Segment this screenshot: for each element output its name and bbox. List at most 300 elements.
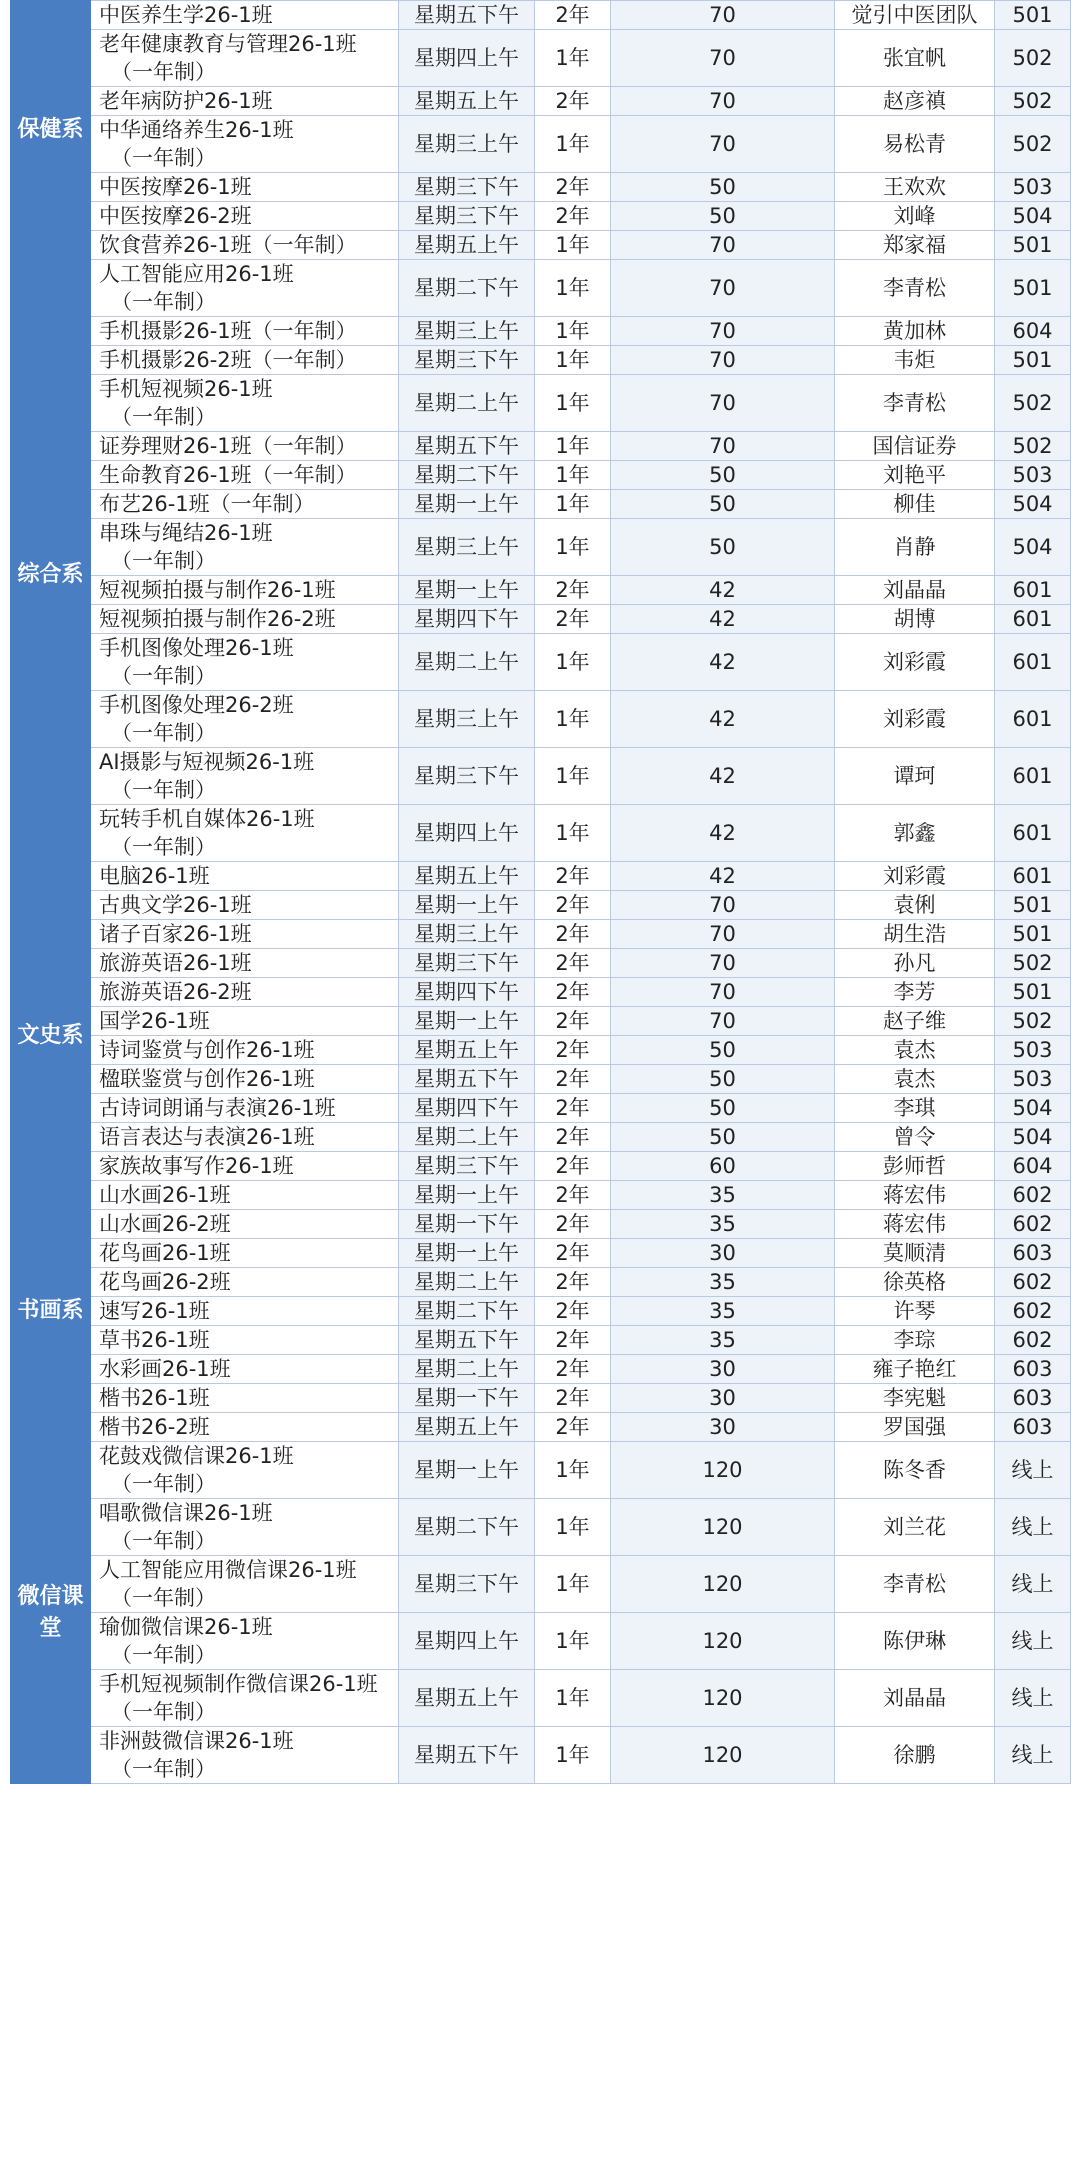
- capacity: 120: [611, 1670, 835, 1727]
- table-row: [11, 519, 1071, 576]
- class-time: 星期二上午: [399, 1268, 535, 1297]
- class-time: 星期五上午: [399, 1036, 535, 1065]
- course-name-line1: 手机图像处理26-1班: [99, 636, 294, 660]
- capacity: 70: [611, 231, 835, 260]
- duration: 2年: [535, 1007, 611, 1036]
- course-table-body: [11, 1, 1071, 1784]
- capacity: 120: [611, 1613, 835, 1670]
- teacher: 赵彦禛: [835, 87, 995, 116]
- table-row: [11, 1613, 1071, 1670]
- table-row: [11, 116, 1071, 173]
- table-row: [11, 1556, 1071, 1613]
- teacher: 罗国强: [835, 1413, 995, 1442]
- teacher: 袁杰: [835, 1036, 995, 1065]
- course-name: [91, 920, 399, 949]
- course-name-line1: 瑜伽微信课26-1班: [99, 1615, 273, 1639]
- class-time: 星期五上午: [399, 1413, 535, 1442]
- duration: 2年: [535, 1210, 611, 1239]
- duration: 2年: [535, 1094, 611, 1123]
- class-time: 星期四上午: [399, 1613, 535, 1670]
- teacher: 觉引中医团队: [835, 1, 995, 30]
- table-row: [11, 605, 1071, 634]
- teacher: 李琮: [835, 1326, 995, 1355]
- capacity: 70: [611, 920, 835, 949]
- course-name-line2: （一年制）: [111, 549, 216, 573]
- course-name: [91, 1, 399, 30]
- room: 601: [995, 805, 1071, 862]
- capacity: 50: [611, 1123, 835, 1152]
- capacity: 35: [611, 1297, 835, 1326]
- teacher: 刘彩霞: [835, 862, 995, 891]
- capacity: 70: [611, 375, 835, 432]
- course-name-line2: （一年制）: [111, 835, 216, 859]
- room: 501: [995, 1, 1071, 30]
- table-row: [11, 317, 1071, 346]
- teacher: 肖静: [835, 519, 995, 576]
- table-row: [11, 978, 1071, 1007]
- room: 503: [995, 461, 1071, 490]
- teacher: 刘晶晶: [835, 1670, 995, 1727]
- duration: 2年: [535, 1384, 611, 1413]
- class-time: 星期四下午: [399, 978, 535, 1007]
- room: 501: [995, 260, 1071, 317]
- class-time: 星期三下午: [399, 173, 535, 202]
- course-name: [91, 317, 399, 346]
- class-time: 星期一下午: [399, 1384, 535, 1413]
- table-row: [11, 461, 1071, 490]
- teacher: 徐英格: [835, 1268, 995, 1297]
- course-name-line1: 人工智能应用微信课26-1班: [99, 1558, 357, 1582]
- teacher: 雍子艳红: [835, 1355, 995, 1384]
- table-row: [11, 1210, 1071, 1239]
- teacher: 蒋宏伟: [835, 1210, 995, 1239]
- teacher: 蒋宏伟: [835, 1181, 995, 1210]
- capacity: 70: [611, 30, 835, 87]
- teacher: 李芳: [835, 978, 995, 1007]
- table-row: [11, 1297, 1071, 1326]
- duration: 2年: [535, 605, 611, 634]
- class-time: 星期五上午: [399, 87, 535, 116]
- course-name: [91, 891, 399, 920]
- capacity: 70: [611, 432, 835, 461]
- class-time: 星期三上午: [399, 317, 535, 346]
- teacher: 李青松: [835, 375, 995, 432]
- teacher: 刘峰: [835, 202, 995, 231]
- course-name: [91, 231, 399, 260]
- room: 504: [995, 1123, 1071, 1152]
- teacher: 黄加林: [835, 317, 995, 346]
- course-name-line2: （一年制）: [111, 664, 216, 688]
- capacity: 35: [611, 1268, 835, 1297]
- table-row: [11, 805, 1071, 862]
- table-row: [11, 30, 1071, 87]
- department-label: 保健系: [11, 1, 91, 260]
- teacher: 胡博: [835, 605, 995, 634]
- course-name-line1: 唱歌微信课26-1班: [99, 1501, 273, 1525]
- course-name: [91, 978, 399, 1007]
- teacher: 谭珂: [835, 748, 995, 805]
- capacity: 30: [611, 1384, 835, 1413]
- course-name-line1: 古典文学26-1班: [99, 893, 252, 917]
- room: 601: [995, 576, 1071, 605]
- duration: 2年: [535, 576, 611, 605]
- table-row: [11, 576, 1071, 605]
- duration: 1年: [535, 231, 611, 260]
- course-name-line1: 古诗词朗诵与表演26-1班: [99, 1096, 336, 1120]
- duration: 2年: [535, 202, 611, 231]
- duration: 2年: [535, 1152, 611, 1181]
- class-time: 星期一上午: [399, 891, 535, 920]
- room: 604: [995, 1152, 1071, 1181]
- course-name: [91, 1065, 399, 1094]
- teacher: 国信证券: [835, 432, 995, 461]
- course-name: [91, 805, 399, 862]
- capacity: 50: [611, 519, 835, 576]
- room: 502: [995, 375, 1071, 432]
- course-name-line2: （一年制）: [111, 290, 216, 314]
- room: 604: [995, 317, 1071, 346]
- course-name-line1: 玩转手机自媒体26-1班: [99, 807, 315, 831]
- course-name-line1: 家族故事写作26-1班: [99, 1154, 294, 1178]
- table-row: [11, 1007, 1071, 1036]
- class-time: 星期二上午: [399, 1355, 535, 1384]
- capacity: 70: [611, 87, 835, 116]
- table-row: [11, 1326, 1071, 1355]
- duration: 2年: [535, 173, 611, 202]
- class-time: 星期三下午: [399, 202, 535, 231]
- teacher: 曾令: [835, 1123, 995, 1152]
- class-time: 星期五下午: [399, 1, 535, 30]
- duration: 1年: [535, 375, 611, 432]
- course-name-line1: 中华通络养生26-1班: [99, 118, 294, 142]
- class-time: 星期三上午: [399, 691, 535, 748]
- duration: 2年: [535, 1, 611, 30]
- course-name: [91, 748, 399, 805]
- table-row: [11, 634, 1071, 691]
- course-name-line1: 串珠与绳结26-1班: [99, 521, 273, 545]
- room: 504: [995, 490, 1071, 519]
- capacity: 120: [611, 1442, 835, 1499]
- room: 线上: [995, 1556, 1071, 1613]
- capacity: 50: [611, 1065, 835, 1094]
- table-row: [11, 920, 1071, 949]
- course-name: [91, 949, 399, 978]
- course-name-line2: （一年制）: [111, 405, 216, 429]
- course-name: [91, 173, 399, 202]
- room: 602: [995, 1297, 1071, 1326]
- class-time: 星期三上午: [399, 116, 535, 173]
- table-row: [11, 1036, 1071, 1065]
- course-name: [91, 1727, 399, 1784]
- course-name: [91, 1210, 399, 1239]
- room: 504: [995, 1094, 1071, 1123]
- class-time: 星期五下午: [399, 432, 535, 461]
- teacher: 李青松: [835, 260, 995, 317]
- capacity: 30: [611, 1355, 835, 1384]
- room: 501: [995, 891, 1071, 920]
- table-row: [11, 1181, 1071, 1210]
- room: 603: [995, 1355, 1071, 1384]
- room: 602: [995, 1326, 1071, 1355]
- room: 502: [995, 116, 1071, 173]
- teacher: 郭鑫: [835, 805, 995, 862]
- room: 线上: [995, 1613, 1071, 1670]
- table-row: [11, 375, 1071, 432]
- course-name-line2: （一年制）: [111, 778, 216, 802]
- teacher: 袁杰: [835, 1065, 995, 1094]
- teacher: 刘彩霞: [835, 691, 995, 748]
- capacity: 42: [611, 605, 835, 634]
- room: 线上: [995, 1499, 1071, 1556]
- course-name: [91, 1384, 399, 1413]
- course-name-line1: 草书26-1班: [99, 1328, 210, 1352]
- course-name: [91, 1297, 399, 1326]
- course-name-line1: 语言表达与表演26-1班: [99, 1125, 315, 1149]
- course-name-line1: 证券理财26-1班（一年制）: [99, 434, 357, 458]
- table-row: [11, 346, 1071, 375]
- course-name: [91, 1442, 399, 1499]
- room: 线上: [995, 1442, 1071, 1499]
- course-name-line1: 饮食营养26-1班（一年制）: [99, 233, 357, 257]
- course-name: [91, 1239, 399, 1268]
- capacity: 42: [611, 576, 835, 605]
- room: 603: [995, 1384, 1071, 1413]
- capacity: 50: [611, 1036, 835, 1065]
- duration: 1年: [535, 490, 611, 519]
- table-row: [11, 1413, 1071, 1442]
- duration: 1年: [535, 805, 611, 862]
- course-name: [91, 1499, 399, 1556]
- capacity: 70: [611, 978, 835, 1007]
- teacher: 李宪魁: [835, 1384, 995, 1413]
- duration: 2年: [535, 949, 611, 978]
- course-name: [91, 490, 399, 519]
- table-row: [11, 1727, 1071, 1784]
- course-name-line1: 老年病防护26-1班: [99, 89, 273, 113]
- room: 501: [995, 978, 1071, 1007]
- class-time: 星期一下午: [399, 1210, 535, 1239]
- course-name-line1: 楹联鉴赏与创作26-1班: [99, 1067, 315, 1091]
- room: 502: [995, 949, 1071, 978]
- class-time: 星期一上午: [399, 1442, 535, 1499]
- teacher: 袁俐: [835, 891, 995, 920]
- class-time: 星期二下午: [399, 1297, 535, 1326]
- class-time: 星期一上午: [399, 1007, 535, 1036]
- class-time: 星期三下午: [399, 949, 535, 978]
- duration: 1年: [535, 1556, 611, 1613]
- capacity: 120: [611, 1727, 835, 1784]
- course-name: [91, 1613, 399, 1670]
- class-time: 星期二上午: [399, 375, 535, 432]
- duration: 2年: [535, 1413, 611, 1442]
- course-name-line1: 手机短视频制作微信课26-1班: [99, 1672, 378, 1696]
- course-name-line1: 手机短视频26-1班: [99, 377, 273, 401]
- course-name-line1: 非洲鼓微信课26-1班: [99, 1729, 294, 1753]
- duration: 1年: [535, 1499, 611, 1556]
- teacher: 刘彩霞: [835, 634, 995, 691]
- duration: 1年: [535, 1670, 611, 1727]
- duration: 1年: [535, 1727, 611, 1784]
- class-time: 星期二上午: [399, 1123, 535, 1152]
- room: 502: [995, 87, 1071, 116]
- capacity: 120: [611, 1499, 835, 1556]
- teacher: 徐鹏: [835, 1727, 995, 1784]
- course-name-line1: 中医按摩26-2班: [99, 204, 252, 228]
- course-name-line1: 水彩画26-1班: [99, 1357, 231, 1381]
- course-name: [91, 1007, 399, 1036]
- course-name: [91, 1094, 399, 1123]
- class-time: 星期五上午: [399, 862, 535, 891]
- room: 502: [995, 1007, 1071, 1036]
- class-time: 星期五上午: [399, 231, 535, 260]
- course-name-line1: 中医养生学26-1班: [99, 3, 273, 27]
- capacity: 30: [611, 1413, 835, 1442]
- capacity: 120: [611, 1556, 835, 1613]
- capacity: 35: [611, 1181, 835, 1210]
- room: 503: [995, 173, 1071, 202]
- course-name: [91, 346, 399, 375]
- course-name-line1: 电脑26-1班: [99, 864, 210, 888]
- table-row: [11, 1442, 1071, 1499]
- capacity: 35: [611, 1326, 835, 1355]
- course-name: [91, 1355, 399, 1384]
- teacher: 韦炬: [835, 346, 995, 375]
- course-name: [91, 461, 399, 490]
- course-name: [91, 1181, 399, 1210]
- course-name-line1: AI摄影与短视频26-1班: [99, 750, 315, 774]
- room: 601: [995, 691, 1071, 748]
- capacity: 42: [611, 748, 835, 805]
- course-name: [91, 691, 399, 748]
- course-name: [91, 30, 399, 87]
- table-row: [11, 1670, 1071, 1727]
- class-time: 星期三下午: [399, 748, 535, 805]
- teacher: 胡生浩: [835, 920, 995, 949]
- course-name-line2: （一年制）: [111, 146, 216, 170]
- duration: 1年: [535, 1442, 611, 1499]
- course-name: [91, 116, 399, 173]
- capacity: 70: [611, 116, 835, 173]
- course-name-line1: 旅游英语26-2班: [99, 980, 252, 1004]
- class-time: 星期五上午: [399, 1670, 535, 1727]
- duration: 2年: [535, 1065, 611, 1094]
- table-row: [11, 748, 1071, 805]
- table-row: [11, 1, 1071, 30]
- capacity: 50: [611, 461, 835, 490]
- course-name: [91, 605, 399, 634]
- course-name-line1: 人工智能应用26-1班: [99, 262, 294, 286]
- class-time: 星期一上午: [399, 1239, 535, 1268]
- table-row: [11, 862, 1071, 891]
- capacity: 60: [611, 1152, 835, 1181]
- capacity: 70: [611, 260, 835, 317]
- duration: 2年: [535, 1123, 611, 1152]
- duration: 2年: [535, 891, 611, 920]
- course-name: [91, 576, 399, 605]
- teacher: 许琴: [835, 1297, 995, 1326]
- capacity: 50: [611, 490, 835, 519]
- class-time: 星期五下午: [399, 1326, 535, 1355]
- teacher: 易松青: [835, 116, 995, 173]
- table-row: [11, 691, 1071, 748]
- duration: 1年: [535, 461, 611, 490]
- teacher: 刘晶晶: [835, 576, 995, 605]
- course-name: [91, 1123, 399, 1152]
- room: 504: [995, 202, 1071, 231]
- course-name-line2: （一年制）: [111, 1586, 216, 1610]
- duration: 1年: [535, 748, 611, 805]
- course-name-line1: 花鸟画26-1班: [99, 1241, 231, 1265]
- teacher: 彭师哲: [835, 1152, 995, 1181]
- course-name-line2: （一年制）: [111, 1472, 216, 1496]
- course-name-line1: 中医按摩26-1班: [99, 175, 252, 199]
- class-time: 星期五下午: [399, 1065, 535, 1094]
- department-label: 书画系: [11, 1181, 91, 1442]
- course-name-line2: （一年制）: [111, 1643, 216, 1667]
- course-name-line1: 旅游英语26-1班: [99, 951, 252, 975]
- capacity: 42: [611, 691, 835, 748]
- department-label: 微信课堂: [11, 1442, 91, 1784]
- table-row: [11, 490, 1071, 519]
- class-time: 星期一上午: [399, 1181, 535, 1210]
- course-name-line1: 山水画26-1班: [99, 1183, 231, 1207]
- duration: 1年: [535, 317, 611, 346]
- room: 602: [995, 1268, 1071, 1297]
- course-name-line2: （一年制）: [111, 1757, 216, 1781]
- room: 503: [995, 1036, 1071, 1065]
- capacity: 42: [611, 805, 835, 862]
- class-time: 星期三上午: [399, 519, 535, 576]
- duration: 2年: [535, 978, 611, 1007]
- capacity: 50: [611, 202, 835, 231]
- course-name: [91, 1036, 399, 1065]
- class-time: 星期四下午: [399, 1094, 535, 1123]
- course-name: [91, 1268, 399, 1297]
- duration: 2年: [535, 1036, 611, 1065]
- room: 603: [995, 1239, 1071, 1268]
- course-name: [91, 1670, 399, 1727]
- course-name-line1: 诸子百家26-1班: [99, 922, 252, 946]
- room: 503: [995, 1065, 1071, 1094]
- course-name-line1: 布艺26-1班（一年制）: [99, 492, 315, 516]
- course-name: [91, 1413, 399, 1442]
- teacher: 柳佳: [835, 490, 995, 519]
- duration: 1年: [535, 30, 611, 87]
- class-time: 星期一上午: [399, 576, 535, 605]
- class-time: 星期四上午: [399, 805, 535, 862]
- department-label: 文史系: [11, 891, 91, 1181]
- duration: 2年: [535, 1355, 611, 1384]
- course-name: [91, 432, 399, 461]
- course-name-line2: （一年制）: [111, 60, 216, 84]
- duration: 2年: [535, 1181, 611, 1210]
- duration: 1年: [535, 1613, 611, 1670]
- class-time: 星期二上午: [399, 634, 535, 691]
- class-time: 星期三下午: [399, 1556, 535, 1613]
- course-name-line1: 生命教育26-1班（一年制）: [99, 463, 357, 487]
- class-time: 星期四上午: [399, 30, 535, 87]
- course-name-line2: （一年制）: [111, 721, 216, 745]
- duration: 2年: [535, 1268, 611, 1297]
- duration: 2年: [535, 1239, 611, 1268]
- teacher: 张宜帆: [835, 30, 995, 87]
- capacity: 70: [611, 949, 835, 978]
- capacity: 30: [611, 1239, 835, 1268]
- duration: 1年: [535, 346, 611, 375]
- room: 602: [995, 1210, 1071, 1239]
- table-row: [11, 202, 1071, 231]
- table-row: [11, 432, 1071, 461]
